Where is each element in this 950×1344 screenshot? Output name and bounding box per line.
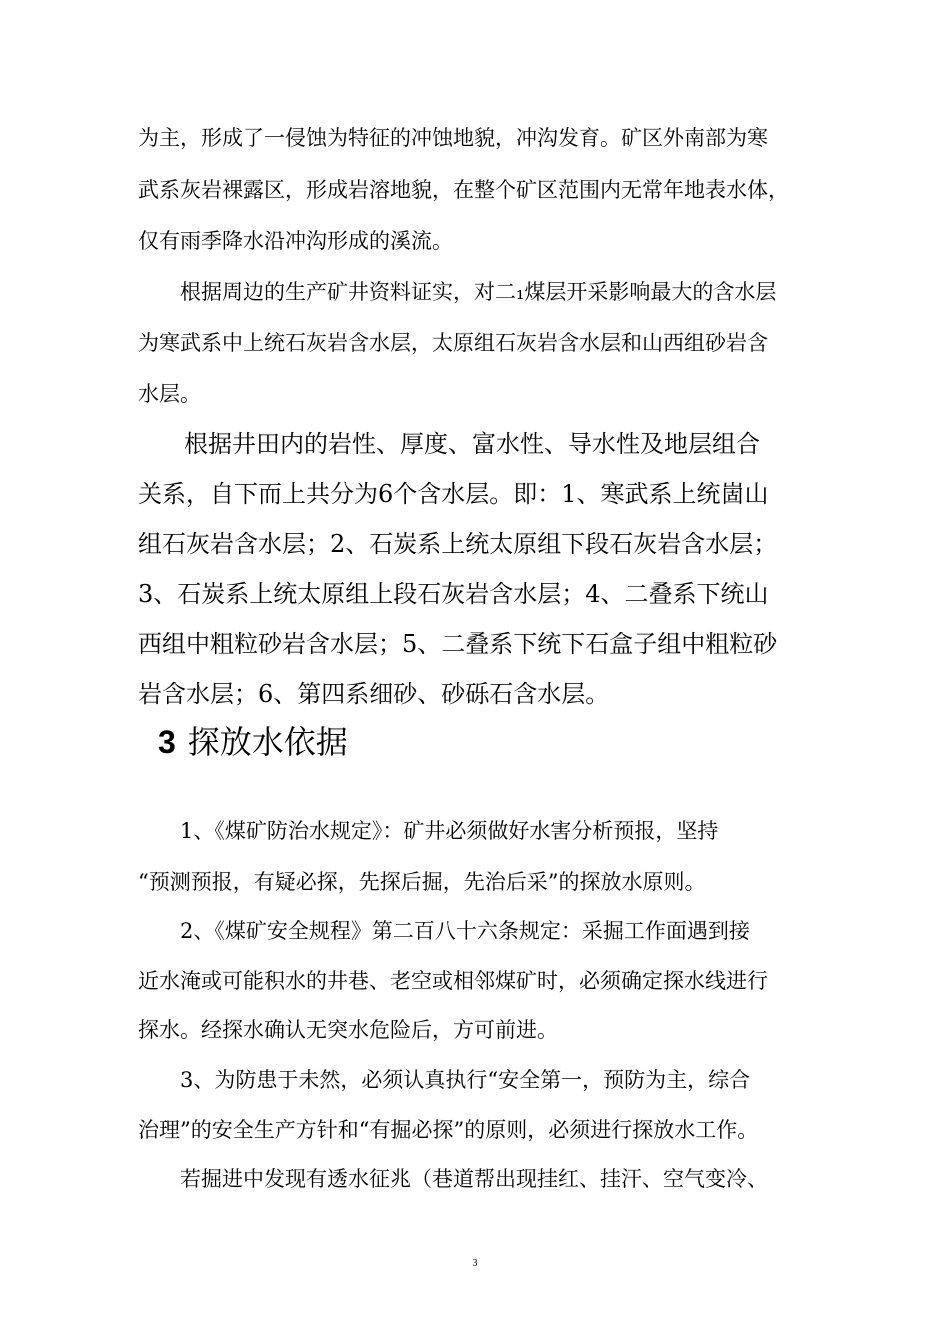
page-number: 3 (472, 1258, 478, 1269)
text-line: 1、《煤矿防治水规定》：矿井必须做好水害分析预报，坚持 (180, 819, 719, 843)
text-line: 3、石炭系上统太原组上段石灰岩含水层；4、二叠系下统山 (138, 580, 769, 608)
text-line: 武系灰岩裸露区，形成岩溶地貌，在整个矿区范围内无常年地表水体， (138, 178, 789, 202)
text-line: 仅有雨季降水沿冲沟形成的溪流。 (138, 229, 453, 253)
text-line: 探水。经探水确认无突水危险后，方可前进。 (138, 1018, 558, 1042)
text-line: 水层。 (138, 382, 201, 406)
text-line: 近水淹或可能积水的井巷、老空或相邻煤矿时，必须确定探水线进行 (138, 969, 768, 993)
section-title: 探放水依据 (187, 723, 348, 761)
text-line: 根据井田内的岩性、厚度、富水性、导水性及地层组合 (184, 430, 760, 458)
text-line: 为寒武系中上统石灰岩含水层，太原组石灰岩含水层和山西组砂岩含 (138, 331, 768, 355)
text-line: 若掘进中发现有透水征兆（巷道帮出现挂红、挂汗、空气变冷、 (180, 1167, 768, 1191)
text-line: 组石灰岩含水层；2、石炭系上统太原组下段石灰岩含水层； (138, 530, 778, 558)
text-line: 西组中粗粒砂岩含水层；5、二叠系下统下石盒子组中粗粒砂 (138, 630, 778, 658)
text-line: 根据周边的生产矿井资料证实，对二₁煤层开采影响最大的含水层 (180, 280, 777, 304)
text-line: 关系，自下而上共分为6个含水层。即：1、寒武系上统崮山 (138, 480, 769, 508)
text-line: 3、为防患于未然，必须认真执行“安全第一，预防为主，综合 (180, 1068, 751, 1092)
text-line: “预测预报，有疑必探，先探后掘，先治后采”的探放水原则。 (138, 870, 706, 894)
text-line: 2、《煤矿安全规程》第二百八十六条规定：采掘工作面遇到接 (180, 919, 750, 943)
text-line: 岩含水层；6、第四系细砂、砂砾石含水层。 (138, 680, 610, 708)
text-line: 为主，形成了一侵蚀为特征的冲蚀地貌，冲沟发育。矿区外南部为寒 (138, 126, 768, 150)
section-number: 3 (158, 724, 176, 760)
text-line: 治理”的安全生产方针和“有掘必探”的原则，必须进行探放水工作。 (138, 1118, 759, 1142)
section-heading (158, 723, 348, 761)
